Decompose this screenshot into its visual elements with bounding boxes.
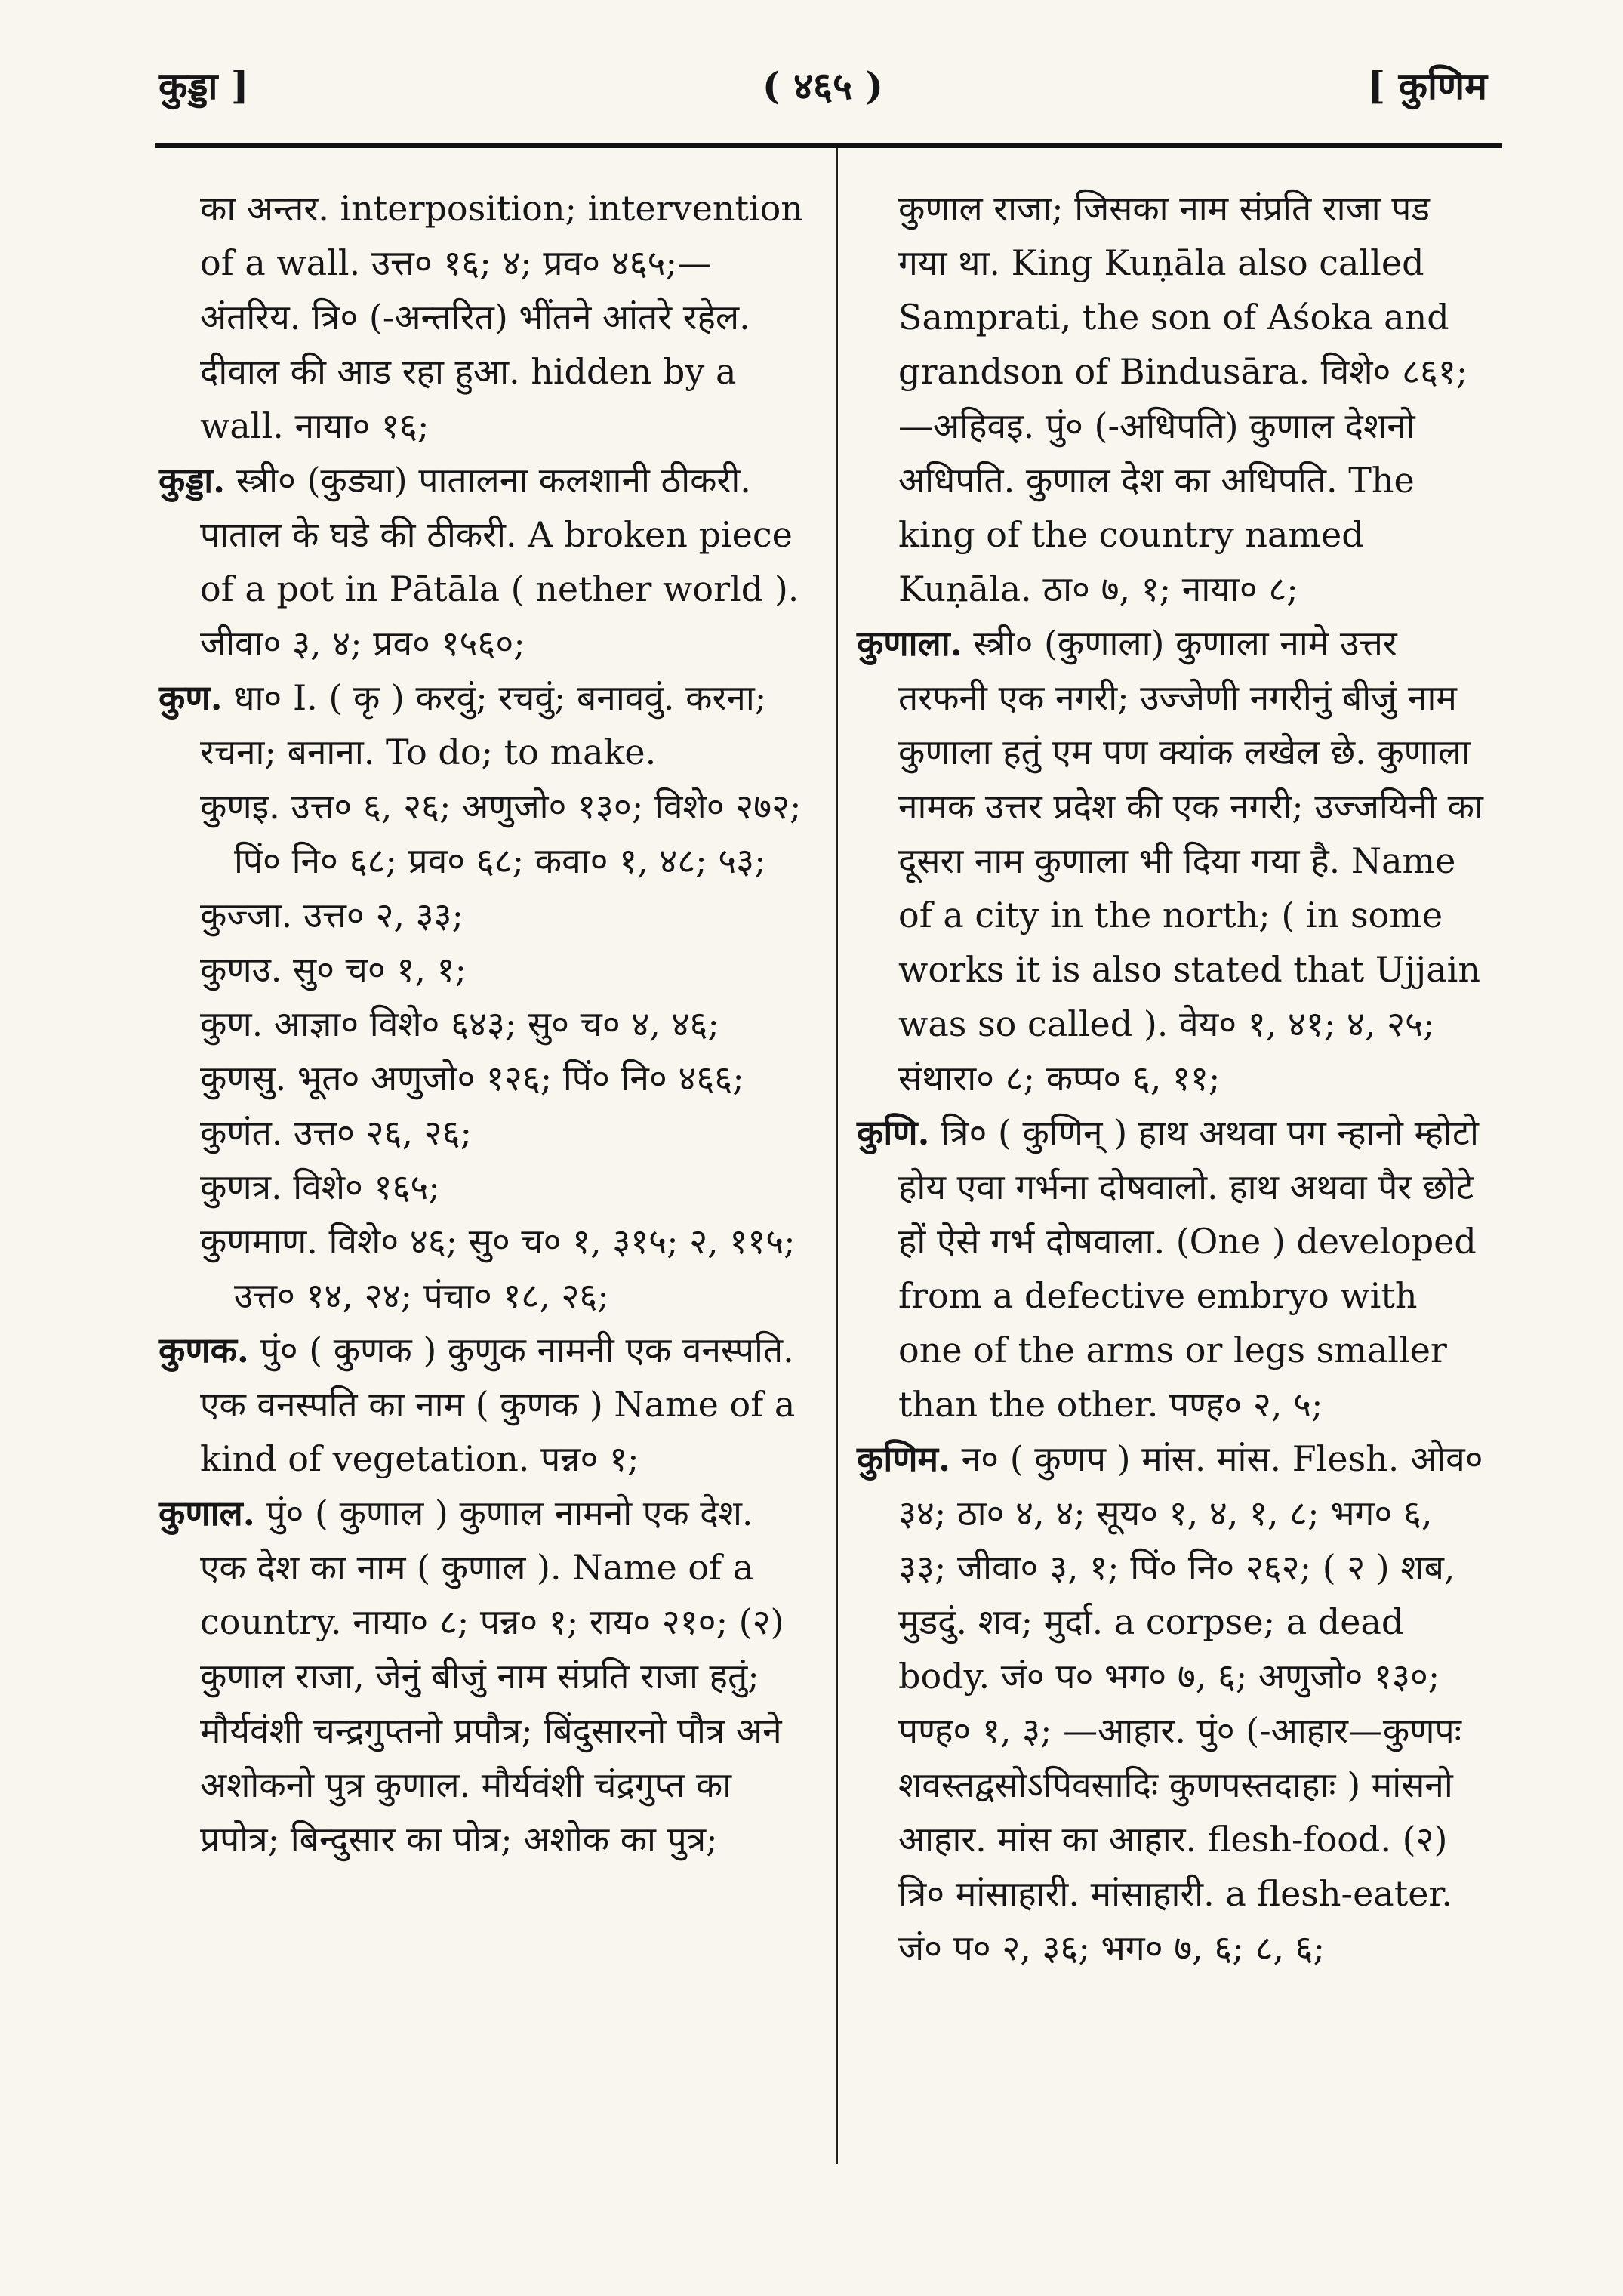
inflection-line: कुणसु. भूत० अणुजो० १२६; पिं० नि० ४६६; xyxy=(200,1058,744,1099)
inflection-line: कुज्जा. उत्त० २, ३३; xyxy=(200,895,463,935)
entry-definition: न० ( कुणप ) मांस. मांस. Flesh. ओव० ३४; ठा० ४, ४; सूय० १, ४, १, ८; भग० ६, ३३; जीवा० ३, १; पिं० नि० २६२; ( २ ) शब, मुडदुं. शव; मुर्दा. a corpse; a dead body. जं० प० भग० ७, ६; अणुजो० १३०; पण्ह० १, ३; —आहार. पुं० (-आहार—कुणपः शवस्तद्वसोऽपिवसादिः कुणपस्तदाहाः ) मांसनो आहार. मांस का आहार. flesh-food. (२) त्रि० मांसाहारी. मांसाहारी. a flesh-eater. जं० प० २, ३६; भग० ७, ६; ८, ६; xyxy=(898,1438,1495,1968)
continued-entry-text: का अन्तर. interposition; intervention of a wall. उत्त० १६; ४; प्रव० ४६५;—अंतरिय. त्रि० (-अन्तरित) भींतने आंतरे रहेल. दीवाल की आड रहा हुआ. hidden by a wall. नाया० १६; xyxy=(200,188,815,446)
entry-definition: पुं० ( कुणक ) कुणुक नामनी एक वनस्पति. एक वनस्पति का नाम ( कुणक ) Name of a kind of vegetation. पन्न० १; xyxy=(200,1330,806,1479)
header-left-guideword: कुड्डा ] xyxy=(159,63,249,108)
continued-entry-text: कुणाल राजा; जिसका नाम संप्रति राजा पड गया था. King Kuṇāla also called Samprati, the son of Aśoka and grandson of Bindusāra. विशे० ८६१; —अहिवइ. पुं० (-अधिपति) कुणाल देशनो अधिपति. कुणाल देश का अधिपति. The king of the country named Kuṇāla. ठा० ७, १; नाया० ८; xyxy=(898,188,1479,609)
entry-definition: धा० I. ( कृ ) करवुं; रचवुं; बनाववुं. करना; रचना; बनाना. To do; to make. xyxy=(200,677,778,772)
entry-definition: त्रि० ( कुणिन् ) हाथ अथवा पग न्हानो म्होटो होय एवा गर्भना दोषवालो. हाथ अथवा पैर छोटे हों ऐसे गर्भ दोषवाला. (One ) developed from a defective embryo with one of the arms or legs smaller than the other. पण्ह० २, ५; xyxy=(898,1112,1490,1425)
entry-headword: कुणि. xyxy=(857,1112,930,1153)
entry-definition: स्त्री० (कुड्या) पातालना कलशानी ठीकरी. पाताल के घडे की ठीकरी. A broken piece of a pot in Pātāla ( nether world ). जीवा० ३, ४; प्रव० १५६०; xyxy=(200,460,811,664)
entry-definition: स्त्री० (कुणाला) कुणाला नामे उत्तर तरफनी एक नगरी; उज्जेणी नगरीनुं बीजुं नाम कुणाला हतुं एम पण क्यांक लखेल छे. कुणाला नामक उत्तर प्रदेश की एक नगरी; उज्जयिनी का दूसरा नाम कुणाला भी दिया गया है. Name of a city in the north; ( in some works it is also stated that Ujjain was so called ). वेय० १, ४१; ४, २५; संथारा० ८; कप्प० ६, ११; xyxy=(898,623,1495,1099)
inflection-line: कुणत्र. विशे० १६५; xyxy=(200,1166,440,1207)
header-right-guideword: [ कुणिम xyxy=(1367,63,1487,108)
entry-headword: कुड्डा. xyxy=(159,460,226,501)
entry-definition: पुं० ( कुणाल ) कुणाल नामनो एक देश. एक देश का नाम ( कुणाल ). Name of a country. नाया० ८; पन्न० १; राय० २१०; (२) कुणाल राजा, जेनुं बीजुं नाम संप्रति राजा हतुं; मौर्यवंशी चन्द्रगुप्तनो प्रपौत्र; बिंदुसारनो पौत्र अने अशोकनो पुत्र कुणाल. मौर्यवंशी चंद्रगुप्त का प्रपोत्र; बिन्दुसार का पोत्र; अशोक का पुत्र; xyxy=(200,1493,796,1860)
inflection-line: कुणमाण. विशे० ४६; सु० च० १, ३१५; २, ११५; उत्त० १४, २४; पंचा० १८, २६; xyxy=(200,1221,796,1316)
inflection-line: कुणउ. सु० च० १, १; xyxy=(200,949,467,990)
page-header xyxy=(159,44,1487,112)
right-column xyxy=(857,181,1495,1975)
column-divider xyxy=(836,148,838,2164)
header-rule xyxy=(155,143,1502,148)
dictionary-entry xyxy=(159,1486,804,1866)
entry-headword: कुणिम. xyxy=(857,1438,951,1479)
dictionary-entry xyxy=(857,616,1495,1105)
dictionary-entry xyxy=(159,670,804,779)
dictionary-entry xyxy=(159,453,811,670)
inflection-line: कुणइ. उत्त० ६, २६; अणुजो० १३०; विशे० २७२; पिं० नि० ६८; प्रव० ६८; कवा० १, ४८; ५३; xyxy=(200,786,802,881)
page-number: ( ४६५ ) xyxy=(762,63,884,108)
left-column xyxy=(159,181,815,1866)
entry-headword: कुणाला. xyxy=(857,623,962,664)
inflection-line: कुणंत. उत्त० २६, २६; xyxy=(200,1112,473,1153)
entry-headword: कुणक. xyxy=(159,1330,249,1370)
entry-headword: कुण. xyxy=(159,677,223,718)
dictionary-entry xyxy=(857,1105,1490,1432)
dictionary-entry xyxy=(159,1323,804,1486)
inflection-line: कुण. आज्ञा० विशे० ६४३; सु० च० ४, ४६; xyxy=(200,1003,719,1044)
dictionary-entry xyxy=(857,1432,1495,1975)
entry-headword: कुणाल. xyxy=(159,1493,255,1533)
